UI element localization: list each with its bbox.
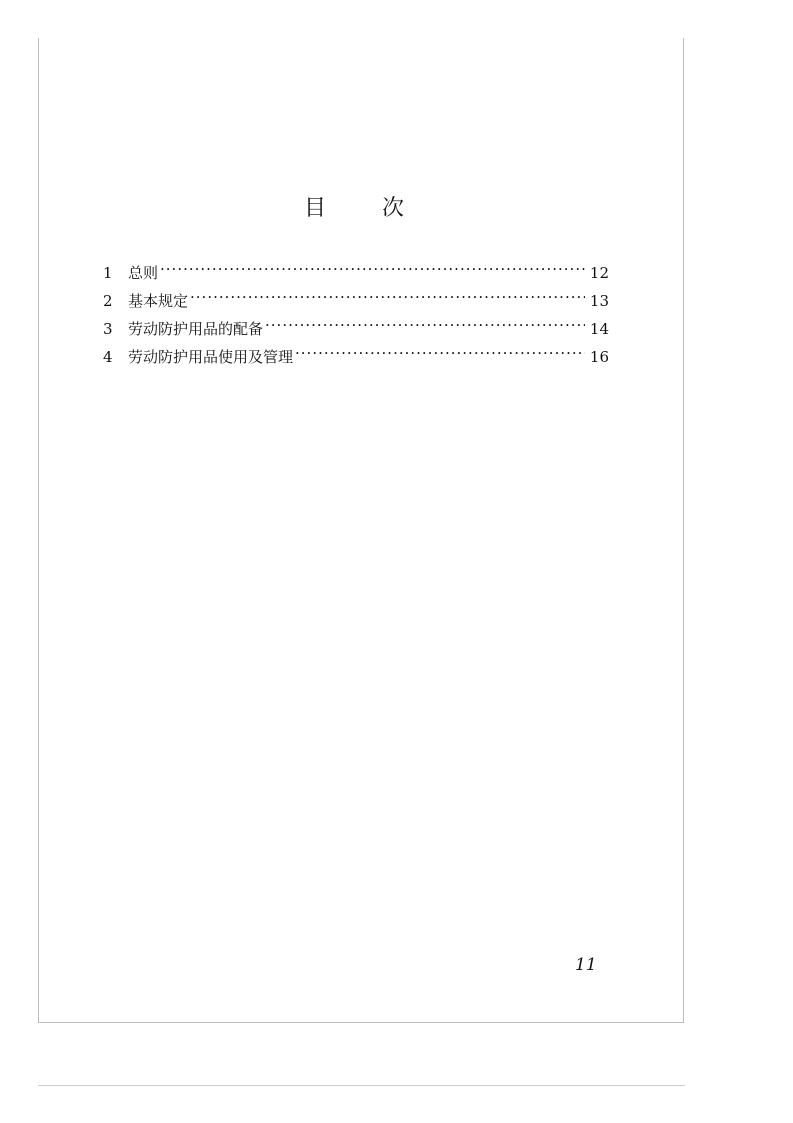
toc-entry-number: 3 bbox=[103, 320, 113, 338]
toc-entry-page[interactable]: 16 bbox=[589, 348, 609, 366]
toc-entry-page[interactable]: 14 bbox=[589, 320, 609, 338]
toc-leader-dots bbox=[190, 288, 585, 306]
toc-leader-dots bbox=[265, 316, 585, 334]
toc-title bbox=[0, 191, 708, 222]
toc-title-right: 次 bbox=[382, 196, 405, 221]
toc-entry-number: 1 bbox=[103, 264, 113, 282]
toc-title-left: 目 bbox=[303, 196, 326, 221]
toc-entry-4[interactable] bbox=[103, 346, 609, 374]
toc-entry-label[interactable]: 总则 bbox=[128, 264, 159, 282]
toc-entry-number: 4 bbox=[103, 348, 113, 366]
page-frame bbox=[38, 38, 684, 1023]
toc-entry-label[interactable]: 劳动防护用品的配备 bbox=[128, 320, 264, 338]
toc-list bbox=[103, 262, 609, 374]
toc-entry-label[interactable]: 基本规定 bbox=[128, 292, 189, 310]
toc-entry-1[interactable] bbox=[103, 262, 609, 290]
toc-leader-dots bbox=[295, 344, 585, 362]
toc-entry-page[interactable]: 12 bbox=[589, 264, 609, 282]
toc-entry-3[interactable] bbox=[103, 318, 609, 346]
toc-entry-page[interactable]: 13 bbox=[589, 292, 609, 310]
toc-entry-label[interactable]: 劳动防护用品使用及管理 bbox=[128, 348, 294, 366]
toc-entry-2[interactable] bbox=[103, 290, 609, 318]
bottom-divider bbox=[38, 1085, 685, 1086]
page-number: 11 bbox=[575, 955, 597, 975]
toc-entry-number: 2 bbox=[103, 292, 113, 310]
toc-leader-dots bbox=[160, 260, 585, 278]
